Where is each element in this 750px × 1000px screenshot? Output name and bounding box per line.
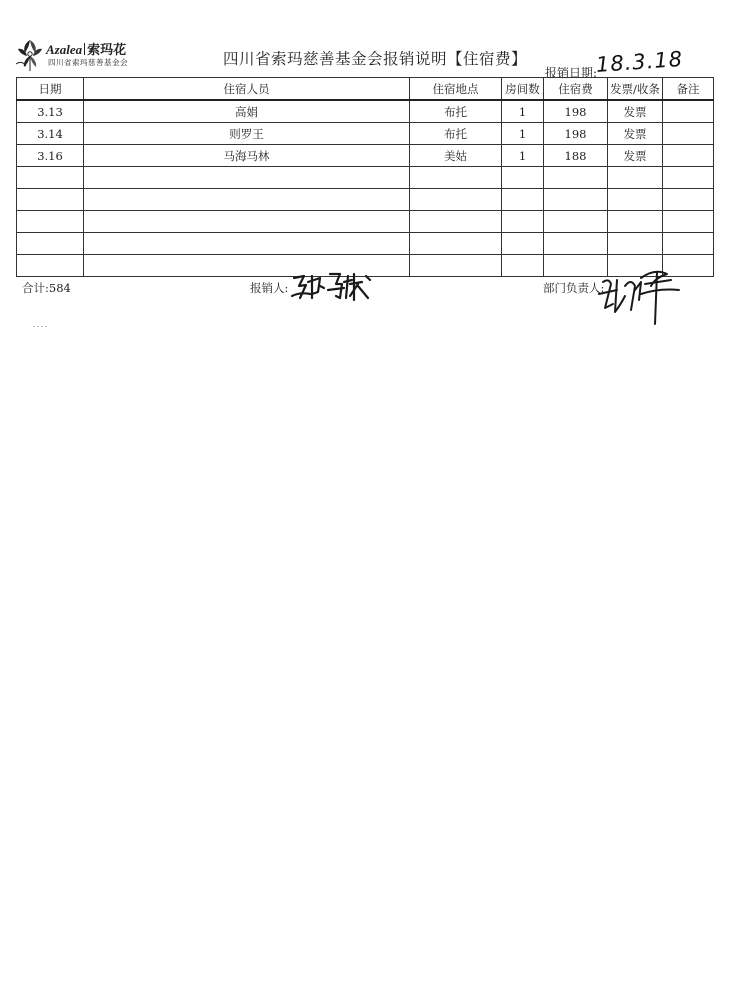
table-row-empty [17,189,714,211]
cell-date [17,211,84,233]
cell-rooms: 1 [502,100,544,123]
cell-notes [663,233,714,255]
cell-rooms: 1 [502,123,544,145]
cell-location: 布托 [410,100,502,123]
cell-fee [544,189,608,211]
table-row [17,100,714,123]
cell-date [17,255,84,277]
manager-signature [595,260,685,330]
cell-rooms [502,211,544,233]
cell-date [17,167,84,189]
cell-receipt [608,189,663,211]
table-row-empty [17,211,714,233]
cell-location [410,211,502,233]
cell-date: 3.16 [17,145,84,167]
cell-receipt [608,167,663,189]
cell-location [410,167,502,189]
cell-guests: 高娟 [84,100,410,123]
cell-location [410,255,502,277]
cell-rooms [502,233,544,255]
table-row-empty [17,233,714,255]
cell-rooms [502,167,544,189]
cell-guests: 则罗王 [84,123,410,145]
column-header-location: 住宿地点 [410,78,502,101]
cell-rooms: 1 [502,145,544,167]
total-label: 合计: [22,281,49,295]
cell-date: 3.13 [17,100,84,123]
cell-receipt: 发票 [608,145,663,167]
cell-guests [84,189,410,211]
cell-guests: 马海马林 [84,145,410,167]
column-header-date: 日期 [17,78,84,101]
column-header-receipt: 发票/收条 [608,78,663,101]
total-amount [22,280,71,296]
cell-notes [663,189,714,211]
cell-notes [663,211,714,233]
cell-receipt: 发票 [608,100,663,123]
cell-notes [663,145,714,167]
cell-date [17,233,84,255]
cell-rooms [502,255,544,277]
logo-brand-en: Azalea [46,42,83,57]
cell-notes [663,123,714,145]
cell-date: 3.14 [17,123,84,145]
cell-location: 美姑 [410,145,502,167]
column-header-notes: 备注 [663,78,714,101]
cell-notes [663,167,714,189]
cell-fee: 198 [544,123,608,145]
reporter-label: 报销人: [250,281,289,295]
cell-guests [84,233,410,255]
cell-location [410,233,502,255]
document-title: 四川省索玛慈善基金会报销说明【住宿费】 [222,50,527,68]
cell-fee: 188 [544,145,608,167]
logo-subtitle: 四川省索玛慈善基金会 [48,58,128,67]
table-row [17,123,714,145]
cell-location: 布托 [410,123,502,145]
cell-fee [544,167,608,189]
scan-mark [33,325,47,328]
cell-guests [84,211,410,233]
manager-label: 部门负责人: [543,281,605,295]
cell-notes [663,100,714,123]
cell-guests [84,167,410,189]
cell-receipt [608,211,663,233]
logo-brand-cn: 索玛花 [87,43,127,58]
column-header-fee: 住宿费 [544,78,608,101]
table-row [17,145,714,167]
table-row-empty [17,167,714,189]
cell-date [17,189,84,211]
table-header-row [17,78,714,101]
cell-fee: 198 [544,100,608,123]
cell-rooms [502,189,544,211]
cell-receipt [608,233,663,255]
cell-fee [544,233,608,255]
report-date-label: 报销日期: [545,66,598,80]
cell-fee [544,211,608,233]
expense-table [16,77,714,277]
report-date-value: 18.3.18 [595,46,684,77]
column-header-guests: 住宿人员 [84,78,410,101]
column-header-rooms: 房间数 [502,78,544,101]
cell-receipt: 发票 [608,123,663,145]
reporter-signature [290,266,385,306]
cell-location [410,189,502,211]
total-value: 584 [48,281,71,295]
